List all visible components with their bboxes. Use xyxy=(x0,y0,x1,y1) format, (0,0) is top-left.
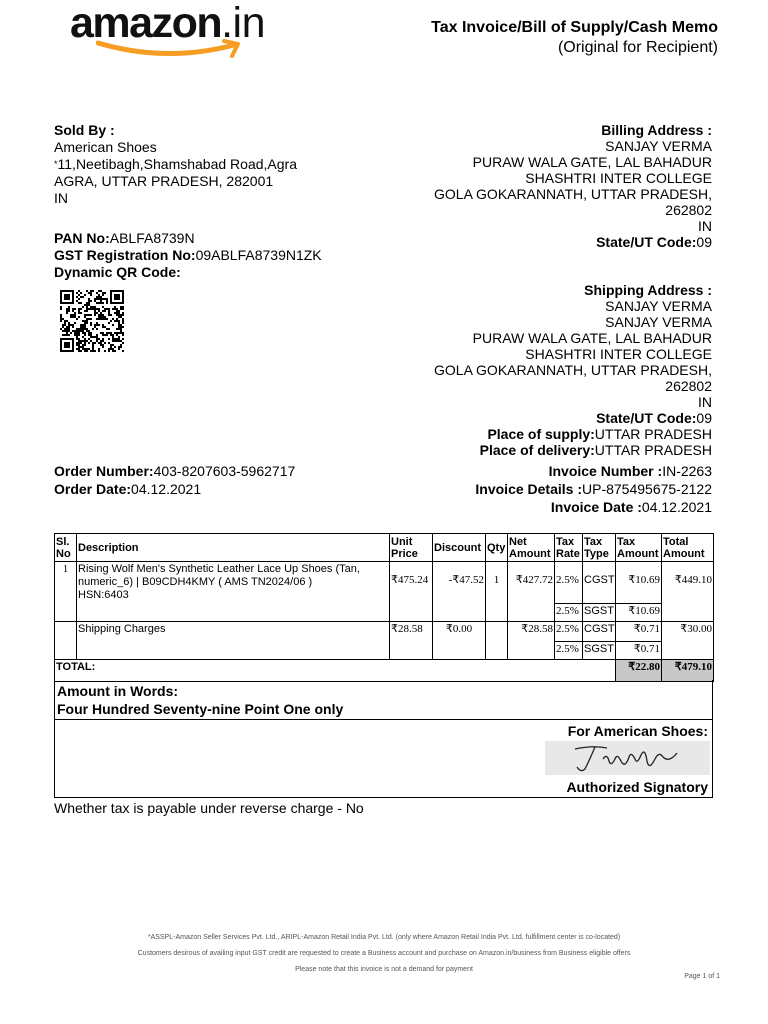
order-info-block xyxy=(54,462,295,498)
seller-name: American Shoes xyxy=(54,139,157,155)
col-header-qty: Qty xyxy=(486,534,508,562)
shipping-tax-amount: ₹0.71 xyxy=(616,621,662,641)
shipping-tax-type-2: SGST xyxy=(583,641,616,659)
billing-line2: SHASHTRI INTER COLLEGE xyxy=(525,170,712,186)
invoice-subtitle: (Original for Recipient) xyxy=(557,39,718,56)
place-of-supply-row: Place of supply:UTTAR PRADESH xyxy=(487,426,712,442)
item-net-amount: ₹427.72 xyxy=(508,562,555,604)
billing-pin: 262802 xyxy=(665,202,712,218)
item-tax-amount-2: ₹10.69 xyxy=(616,603,662,621)
shipping-tax-rate-2: 2.5% xyxy=(555,641,583,659)
for-seller-label: For American Shoes: xyxy=(567,723,708,739)
shipping-country: IN xyxy=(698,394,712,410)
item-total-amount: ₹449.10 xyxy=(662,562,714,604)
invoice-number: IN-2263 xyxy=(662,463,712,479)
shipping-line2: SHASHTRI INTER COLLEGE xyxy=(525,346,712,362)
total-label: TOTAL: xyxy=(55,659,616,681)
order-number: 403-8207603-5962717 xyxy=(153,463,296,479)
item-qty: 1 xyxy=(486,562,508,604)
shipping-pin: 262802 xyxy=(665,378,712,394)
col-header-tax-amount: Tax Amount xyxy=(616,534,662,562)
item-tax-type-2: SGST xyxy=(583,603,616,621)
gst-value: 09ABLFA8739N1ZK xyxy=(195,247,322,263)
col-header-unit-price: Unit Price xyxy=(390,534,433,562)
order-number-row: Order Number:403-8207603-5962717 xyxy=(54,463,296,479)
amazon-logo xyxy=(70,2,290,64)
pan-row: PAN No:ABLFA8739N xyxy=(54,230,195,246)
seller-address-line2: AGRA, UTTAR PRADESH, 282001 xyxy=(54,173,274,189)
seller-block xyxy=(54,122,384,281)
billing-line1: PURAW WALA GATE, LAL BAHADUR xyxy=(472,154,712,170)
col-header-total-amount: Total Amount xyxy=(662,534,714,562)
billing-state-row: State/UT Code:09 xyxy=(596,234,712,250)
reverse-charge-note: Whether tax is payable under reverse charge - No xyxy=(54,800,364,816)
qr-label: Dynamic QR Code: xyxy=(54,264,181,280)
item-discount: -₹47.52 xyxy=(433,562,486,604)
col-header-net-amount: Net Amount xyxy=(508,534,555,562)
order-date: 04.12.2021 xyxy=(131,481,202,497)
col-header-tax-type: Tax Type xyxy=(583,534,616,562)
invoice-info-block xyxy=(352,462,712,516)
shipping-line3: GOLA GOKARANNATH, UTTAR PRADESH, xyxy=(434,362,712,378)
billing-line3: GOLA GOKARANNATH, UTTAR PRADESH, xyxy=(434,186,712,202)
qr-code-icon xyxy=(60,290,124,352)
shipping-net-amount: ₹28.58 xyxy=(508,621,555,641)
shipping-description: Shipping Charges xyxy=(77,621,390,641)
shipping-unit-price: ₹28.58 xyxy=(390,621,433,641)
shipping-tax-rate: 2.5% xyxy=(555,621,583,641)
item-description: Rising Wolf Men's Synthetic Leather Lace Up Shoes (Tan, numeric_6) | B09CDH4KMY ( AMS TN2024/06 ) HSN:6403 xyxy=(77,562,390,604)
invoice-date-row: Invoice Date :04.12.2021 xyxy=(550,499,712,515)
shipping-total-amount: ₹30.00 xyxy=(662,621,714,641)
item-hsn: HSN:6403 xyxy=(78,589,129,601)
invoice-title: Tax Invoice/Bill of Supply/Cash Memo xyxy=(431,19,718,36)
handwritten-signature-icon xyxy=(545,741,710,775)
logo-tld: .in xyxy=(221,0,266,47)
shipping-state-row: State/UT Code:09 xyxy=(596,410,712,426)
gst-row: GST Registration No:09ABLFA8739N1ZK xyxy=(54,247,322,263)
shipping-address-block xyxy=(352,282,712,458)
item-tax-rate: 2.5% xyxy=(555,562,583,604)
footer-line-1: *ASSPL-Amazon Seller Services Pvt. Ltd., ARIPL-Amazon Retail India Pvt. Ltd. (only where Amazon Retail India Pvt. Ltd. fulfillment center is co-located) xyxy=(147,934,621,941)
col-header-description: Description xyxy=(77,534,390,562)
order-date-row: Order Date:04.12.2021 xyxy=(54,481,202,497)
amount-in-words-value: Four Hundred Seventy-nine Point One only xyxy=(57,701,344,717)
shipping-name: SANJAY VERMA xyxy=(605,298,712,314)
signature-box xyxy=(54,719,713,798)
seller-address-line1: *11,Neetibagh,Shamshabad Road,Agra xyxy=(54,156,297,172)
invoice-items-table xyxy=(54,533,714,682)
table-row xyxy=(55,641,714,659)
shipping-tax-amount-2: ₹0.71 xyxy=(616,641,662,659)
item-tax-type: CGST xyxy=(583,562,616,604)
smile-arrow-icon xyxy=(96,39,246,61)
footer-line-3: Please note that this invoice is not a demand for payment xyxy=(295,966,473,973)
shipping-discount: ₹0.00 xyxy=(433,621,486,641)
shipping-tax-type: CGST xyxy=(583,621,616,641)
logo-brand: amazon xyxy=(70,0,222,47)
invoice-details: UP-875495675-2122 xyxy=(582,481,712,497)
invoice-title-block xyxy=(431,18,718,58)
amount-in-words-box xyxy=(54,680,713,720)
table-row xyxy=(55,603,714,621)
billing-name: SANJAY VERMA xyxy=(605,138,712,154)
billing-address-block xyxy=(352,122,712,250)
invoice-date: 04.12.2021 xyxy=(641,499,712,515)
col-header-discount: Discount xyxy=(433,534,486,562)
sold-by-label: Sold By : xyxy=(54,122,115,138)
table-row xyxy=(55,621,714,641)
total-tax-amount: ₹22.80 xyxy=(616,659,662,681)
shipping-label: Shipping Address : xyxy=(584,282,712,298)
seller-country: IN xyxy=(54,190,68,206)
col-header-tax-rate: Tax Rate xyxy=(555,534,583,562)
amount-in-words-label: Amount in Words: xyxy=(57,683,179,699)
billing-country: IN xyxy=(698,218,712,234)
item-tax-amount: ₹10.69 xyxy=(616,562,662,604)
table-total-row xyxy=(55,659,714,681)
item-tax-rate-2: 2.5% xyxy=(555,603,583,621)
billing-label: Billing Address : xyxy=(601,122,712,138)
signature-image xyxy=(545,741,710,775)
table-header-row xyxy=(55,534,714,562)
place-of-delivery-row: Place of delivery:UTTAR PRADESH xyxy=(479,442,712,458)
total-amount: ₹479.10 xyxy=(662,659,714,681)
shipping-line1: PURAW WALA GATE, LAL BAHADUR xyxy=(472,330,712,346)
pan-value: ABLFA8739N xyxy=(109,230,195,246)
page-number: Page 1 of 1 xyxy=(684,973,720,980)
shipping-name2: SANJAY VERMA xyxy=(605,314,712,330)
authorized-signatory-label: Authorized Signatory xyxy=(566,779,708,795)
col-header-sl: Sl. No xyxy=(55,534,77,562)
table-row xyxy=(55,562,714,604)
footer-line-2: Customers desirous of availing input GST credit are requested to create a Business account and purchase on Amazon.in/business from Business eligible offers xyxy=(137,950,631,957)
invoice-details-row: Invoice Details :UP-875495675-2122 xyxy=(475,481,712,497)
item-unit-price: ₹475.24 xyxy=(390,562,433,604)
invoice-number-row: Invoice Number :IN-2263 xyxy=(548,463,712,479)
item-sl: 1 xyxy=(55,562,77,604)
